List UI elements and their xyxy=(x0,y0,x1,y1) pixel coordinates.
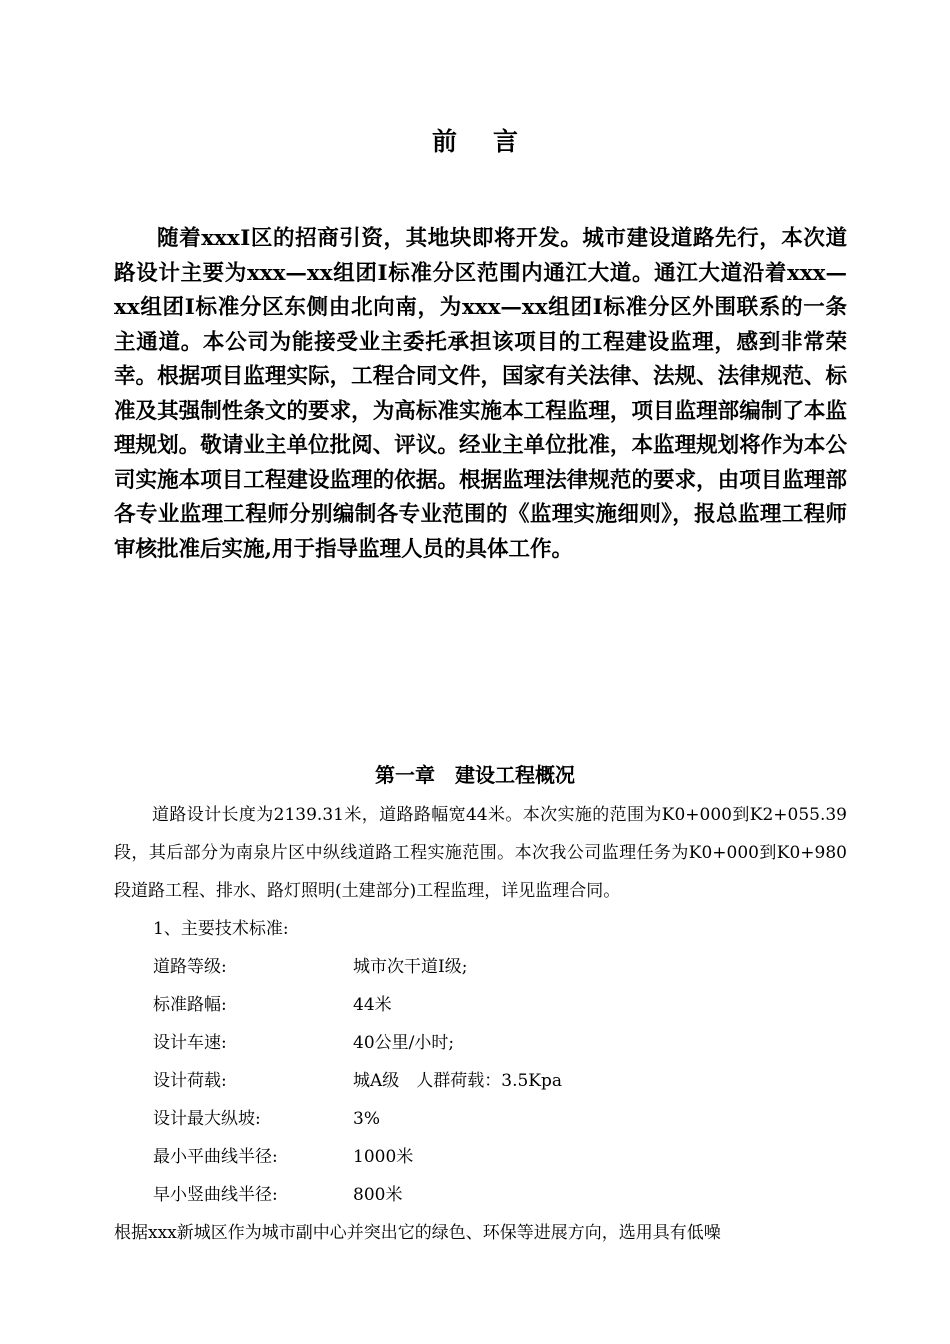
spec-label: 设计最大纵坡: xyxy=(153,1109,261,1129)
spec-row-min-vertical-radius xyxy=(153,1176,562,1214)
technical-standards-list xyxy=(153,948,562,1214)
spec-label: 标准路幅: xyxy=(153,995,227,1015)
spec-label: 早小竖曲线半径: xyxy=(153,1185,278,1205)
preface-paragraph: 随着xxxⅠ区的招商引资，其地块即将开发。城市建设道路先行，本次道路设计主要为xxx—xx组团Ⅰ标准分区范围内通江大道。通江大道沿着xxx—xx组团Ⅰ标准分区东侧由北向南，为xxx—xx组团Ⅰ标准分区外围联系的一条主通道。本公司为能接受业主委托承担该项目的工程建设监理，感到非常荣幸。根据项目监理实际，工程合同文件，国家有关法律、法规、法律规范、标准及其强制性条文的要求，为高标准实施本工程监理，项目监理部编制了本监理规划。敬请业主单位批阅、评议。经业主单位批准，本监理规划将作为本公司实施本项目工程建设监理的依据。根据监理法律规范的要求，由项目监理部各专业监理工程师分别编制各专业范围的《监理实施细则》，报总监理工程师审核批准后实施,用于指导监理人员的具体工作。 xyxy=(114,226,847,562)
spec-value: 3% xyxy=(353,1109,380,1129)
spec-value: 40公里/小时; xyxy=(353,1033,455,1053)
spec-label: 设计车速: xyxy=(153,1033,227,1053)
preface-title: 前言 xyxy=(431,127,554,156)
chapter-intro-paragraph: 道路设计长度为2139.31米，道路路幅宽44米。本次实施的范围为K0+000到K2+055.39段，其后部分为南泉片区中纵线道路工程实施范围。本次我公司监理任务为K0+000到K0+980段道路工程、排水、路灯照明(土建部分)工程监理，详见监理合同。 xyxy=(114,805,847,901)
spec-label: 设计荷载: xyxy=(153,1071,227,1091)
spec-value: 城A级 人群荷载：3.5Kpa xyxy=(353,1071,563,1091)
section-heading: 1、主要技术标准: xyxy=(153,919,289,939)
spec-row-road-grade xyxy=(153,948,562,986)
spec-value: 800米 xyxy=(353,1185,403,1205)
spec-row-road-width xyxy=(153,986,562,1024)
spec-row-max-grade xyxy=(153,1100,562,1138)
spec-row-design-speed xyxy=(153,1024,562,1062)
spec-value: 44米 xyxy=(353,995,392,1015)
spec-row-min-horizontal-radius xyxy=(153,1138,562,1176)
spec-label: 最小平曲线半径: xyxy=(153,1147,278,1167)
spec-row-design-load xyxy=(153,1062,562,1100)
closing-paragraph: 根据xxx新城区作为城市副中心并突出它的绿色、环保等进展方向，选用具有低噪 xyxy=(114,1223,721,1243)
spec-label: 道路等级: xyxy=(153,957,227,977)
spec-value: 城市次干道Ⅰ级; xyxy=(353,957,468,977)
spec-value: 1000米 xyxy=(353,1147,414,1167)
chapter-title: 第一章 建设工程概况 xyxy=(375,763,575,787)
